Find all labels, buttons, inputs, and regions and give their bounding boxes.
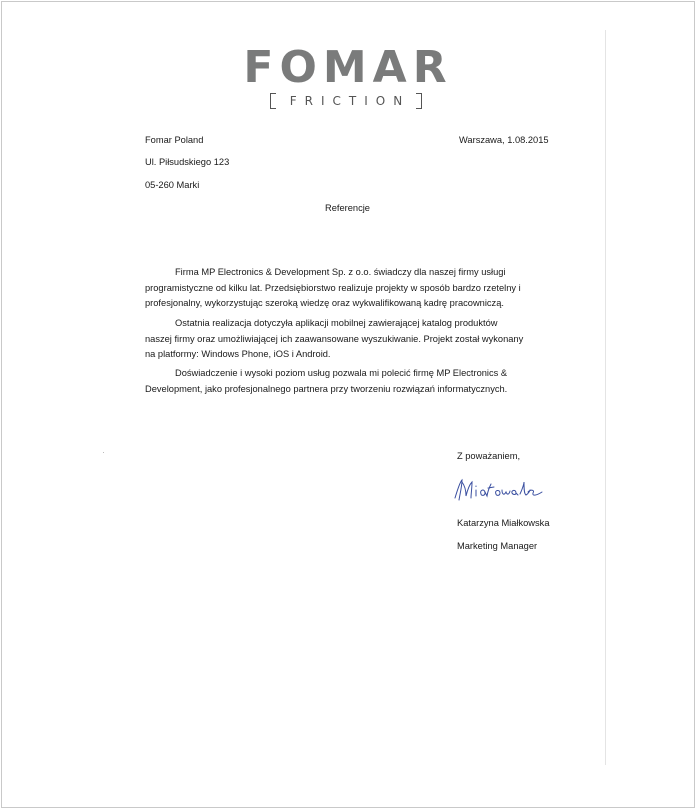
paragraph-1	[145, 265, 525, 312]
logo-sub-frame	[270, 93, 422, 109]
recipient-city: 05-260 Marki	[145, 180, 200, 190]
paragraph-3	[145, 366, 525, 397]
paragraph-3-text: Doświadczenie i wysoki poziom usług pozwala mi polecić firmę MP Electronics & Development, jako profesjonalnego partnera przy tworzeniu rozwiązań informatycznych.	[145, 368, 508, 394]
paragraph-2	[145, 316, 525, 363]
letter-page	[1, 1, 695, 808]
logo-brand: FOMAR	[243, 42, 453, 93]
recipient-street: Ul. Piłsudskiego 123	[145, 157, 230, 167]
signer-title: Marketing Manager	[457, 541, 538, 551]
paragraph-2-text: Ostatnia realizacja dotyczyła aplikacji mobilnej zawierającej katalog produktów naszej firmy oraz umożliwiającej ich zaawansowane wyszukiwanie. Projekt został wykonany na platformy: Windows Phone, iOS i Android.	[145, 318, 524, 359]
signer-name: Katarzyna Miałkowska	[457, 518, 550, 528]
closing: Z poważaniem,	[457, 451, 521, 461]
page-edge-line	[605, 30, 606, 765]
scan-speck	[103, 452, 104, 453]
paragraph-1-text: Firma MP Electronics & Development Sp. z o.o. świadczy dla naszej firmy usługi programistyczne od kilku lat. Przedsiębiorstwo realizuje projekty w sposób bardzo rzetelny i profesjonalny, wykorzystując szeroką wiedzę oraz wykwalifikowaną kadrę pracowniczą.	[145, 267, 521, 308]
logo-sub: FRICTION	[289, 94, 411, 108]
letter-subject: Referencje	[325, 203, 370, 213]
recipient-company: Fomar Poland	[145, 135, 204, 145]
signature-icon	[450, 474, 550, 504]
place-date: Warszawa, 1.08.2015	[459, 135, 549, 145]
